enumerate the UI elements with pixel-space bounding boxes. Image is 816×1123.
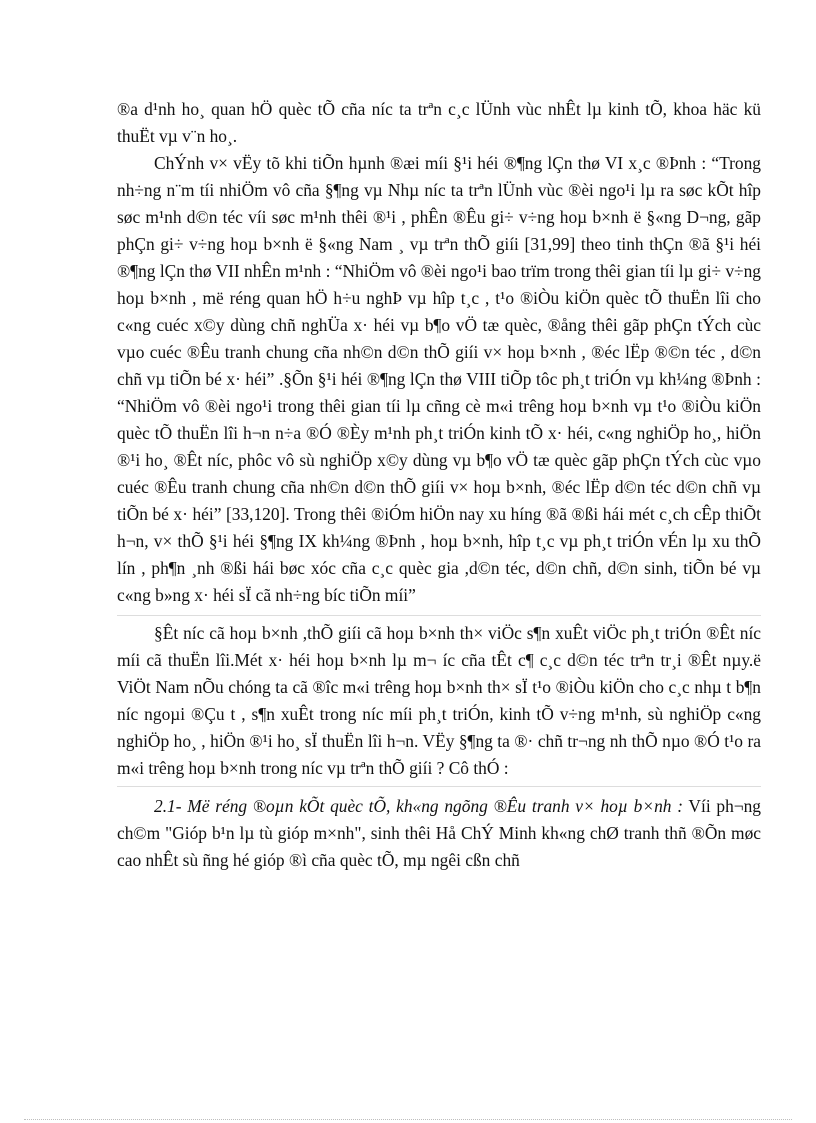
paragraph-1: ®a d¹nh ho¸ quan hÖ quèc tÕ cña níc ta trªn c¸c lÜnh vùc nhÊt lµ kinh tÕ, khoa häc kü thuËt vµ v¨n ho¸. bbox=[117, 99, 761, 146]
section-title: 2.1- Më réng ®oµn kÕt quèc tÕ, kh«ng ngõng ®Êu tranh v× hoµ b×nh : bbox=[154, 796, 683, 816]
paragraph-2: ChÝnh v× vËy tõ khi tiÕn hµnh ®æi míi §¹i héi ®¶ng lÇn thø VI x¸c ®Þnh : “Trong nh÷ng n¨m tíi nhiÖm vô cña §¶ng vµ Nhµ níc ta trªn lÜnh vùc ®èi ngo¹i lµ ra søc kÕt hîp søc m¹nh d©n téc víi søc m¹nh thêi ®¹i , phÊn ®Êu gi÷ v÷ng hoµ b×nh ë §«ng D¬ng, gãp phÇn gi÷ v÷ng hoµ b×nh ë §«ng Nam ¸ vµ trªn thÕ giíi [31,99] theo tinh thÇn ®ã §¹i héi ®¶ng lÇn thø VII nhÊn m¹nh : “NhiÖm vô ®èi ngo¹i bao trïm trong thêi gian tíi lµ gi÷ v÷ng hoµ b×nh , më réng quan hÖ h÷u nghÞ vµ hîp t¸c , t¹o ®iÒu kiÖn quèc tÕ thuËn lîi cho c«ng cuéc x©y dùng chñ nghÜa x· héi vµ b¶o vÖ tæ quèc, ®ång thêi gãp phÇn tÝch cùc vµo cuéc ®Êu tranh chung cña nh©n d©n thÕ giíi v× hoµ b×nh , ®éc lËp ®©n téc , d©n chñ vµ tiÕn bé x· héi” .§Õn §¹i héi ®¶ng lÇn thø VIII tiÕp tôc ph¸t triÓn vµ kh¼ng ®Þnh : “NhiÖm vô ®èi ngo¹i trong thêi gian tíi lµ cñng cè m«i trêng hoµ b×nh vµ t¹o ®iÒu kiÖn quèc tÕ thuËn lîi h¬n n÷a ®Ó ®Èy m¹nh ph¸t triÓn kinh tÕ x· héi, c«ng nghiÖp ho¸, hiÖn ®¹i ho¸ ®Êt níc, phôc vô sù nghiÖp x©y dùng vµ b¶o vÖ tæ quèc gãp phÇn tÝch cùc vµo cuéc ®Êu tranh chung cña nh©n d©n thÕ giíi v× hoµ b×nh, ®éc lËp d©n téc d©n chñ vµ tiÕn bé x· héi” [33,120]. Trong thêi ®iÓm hiÖn nay xu híng ®ã ®ßi hái mét c¸ch cÊp thiÕt h¬n, v× thÕ §¹i héi §¶ng IX kh¼ng ®Þnh , hoµ b×nh, hîp t¸c vµ ph¸t triÓn vÉn lµ xu thÕ lín , ph¶n ¸nh ®ßi hái bøc xóc cña c¸c quèc gia ,d©n téc, d©n chñ, d©n sinh, tiÕn bé vµ c«ng b»ng x· héi sÏ cã nh÷ng bíc tiÕn míi” bbox=[117, 153, 761, 605]
section-body: Víi ph¬ng ch©m "Gióp b¹n lµ tù gióp m×nh", sinh thêi Hå ChÝ Minh kh«ng chØ tranh thñ ®Õn møc cao nhÊt sù ñng hé gióp ®ì cña quèc tÕ, mµ ngêi cßn chñ bbox=[117, 796, 761, 870]
section-paragraph bbox=[117, 793, 761, 874]
page-bottom-divider bbox=[24, 1119, 792, 1120]
paragraph-3: §Êt níc cã hoµ b×nh ,thÕ giíi cã hoµ b×nh th× viÖc s¶n xuÊt viÖc ph¸t triÓn ®Êt níc míi cã thuËn lîi.Mét x· héi hoµ b×nh lµ m¬ íc cña tÊt c¶ c¸c d©n téc trªn tr¸i ®Êt nµy.ë ViÖt Nam nÕu chóng ta cã ®îc m«i trêng hoµ b×nh th× sÏ t¹o ®iÒu kiÖn cho c¸c nhµ t b¶n níc ngoµi ®Çu t , s¶n xuÊt trong níc míi ph¸t triÓn, kinh tÕ v÷ng m¹nh, sù nghiÖp c«ng nghiÖp ho¸ , hiÖn ®¹i ho¸ sÏ thuËn lîi h¬n. VËy §¶ng ta ®· chñ tr¬ng nh thÕ nµo ®Ó t¹o ra m«i trêng hoµ b×nh trong níc vµ trªn thÕ giíi ? Cô thÓ : bbox=[117, 615, 761, 787]
document-page bbox=[117, 96, 761, 874]
